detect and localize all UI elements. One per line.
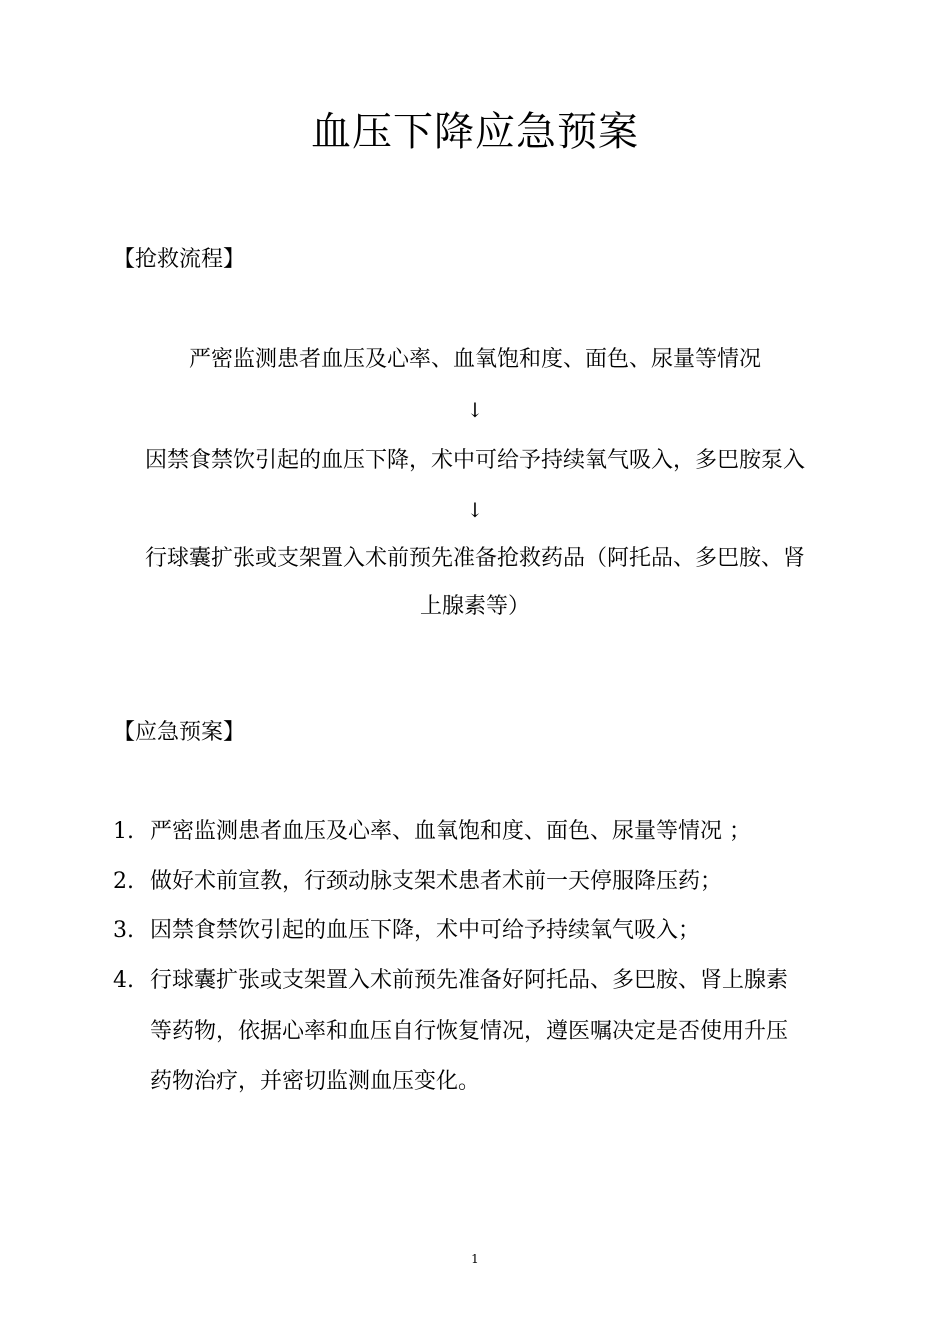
emergency-plan-heading: 【应急预案】 bbox=[113, 720, 246, 745]
document-title: 血压下降应急预案 bbox=[311, 109, 639, 155]
flow-step-3-line-1: 行球囊扩张或支架置入术前预先准备抢救药品（阿托品、多巴胺、肾 bbox=[144, 546, 805, 571]
flow-step-2: 因禁食禁饮引起的血压下降，术中可给予持续氧气吸入，多巴胺泵入 bbox=[144, 448, 805, 473]
plan-item-number: 2. bbox=[113, 869, 134, 894]
plan-item-2 bbox=[113, 867, 843, 897]
plan-item-text: 做好术前宣教，行颈动脉支架术患者术前一天停服降压药； bbox=[150, 869, 723, 894]
plan-item-number: 3. bbox=[113, 918, 134, 943]
plan-item-number: 1. bbox=[113, 819, 134, 844]
plan-item-3 bbox=[113, 916, 843, 946]
plan-item-text: 行球囊扩张或支架置入术前预先准备好阿托品、多巴胺、肾上腺素 bbox=[150, 968, 789, 993]
flow-step-1: 严密监测患者血压及心率、血氧饱和度、面色、尿量等情况 bbox=[188, 347, 761, 372]
down-arrow-icon: ↓ bbox=[466, 398, 484, 422]
rescue-process-heading: 【抢救流程】 bbox=[113, 247, 246, 272]
plan-item-4-continuation-1: 等药物，依据心率和血压自行恢复情况，遵医嘱决定是否使用升压 bbox=[150, 1019, 789, 1044]
page-number: 1 bbox=[471, 1252, 479, 1266]
down-arrow-icon: ↓ bbox=[466, 498, 484, 522]
plan-item-4-continuation-2: 药物治疗，并密切监测血压变化。 bbox=[150, 1069, 481, 1094]
plan-item-number: 4. bbox=[113, 968, 134, 993]
plan-item-text: 因禁食禁饮引起的血压下降，术中可给予持续氧气吸入； bbox=[150, 918, 701, 943]
plan-item-text: 严密监测患者血压及心率、血氧饱和度、面色、尿量等情况 ； bbox=[150, 819, 751, 844]
plan-item-4 bbox=[113, 966, 843, 996]
flow-step-3-line-2: 上腺素等） bbox=[419, 594, 530, 619]
plan-item-1 bbox=[113, 817, 843, 847]
